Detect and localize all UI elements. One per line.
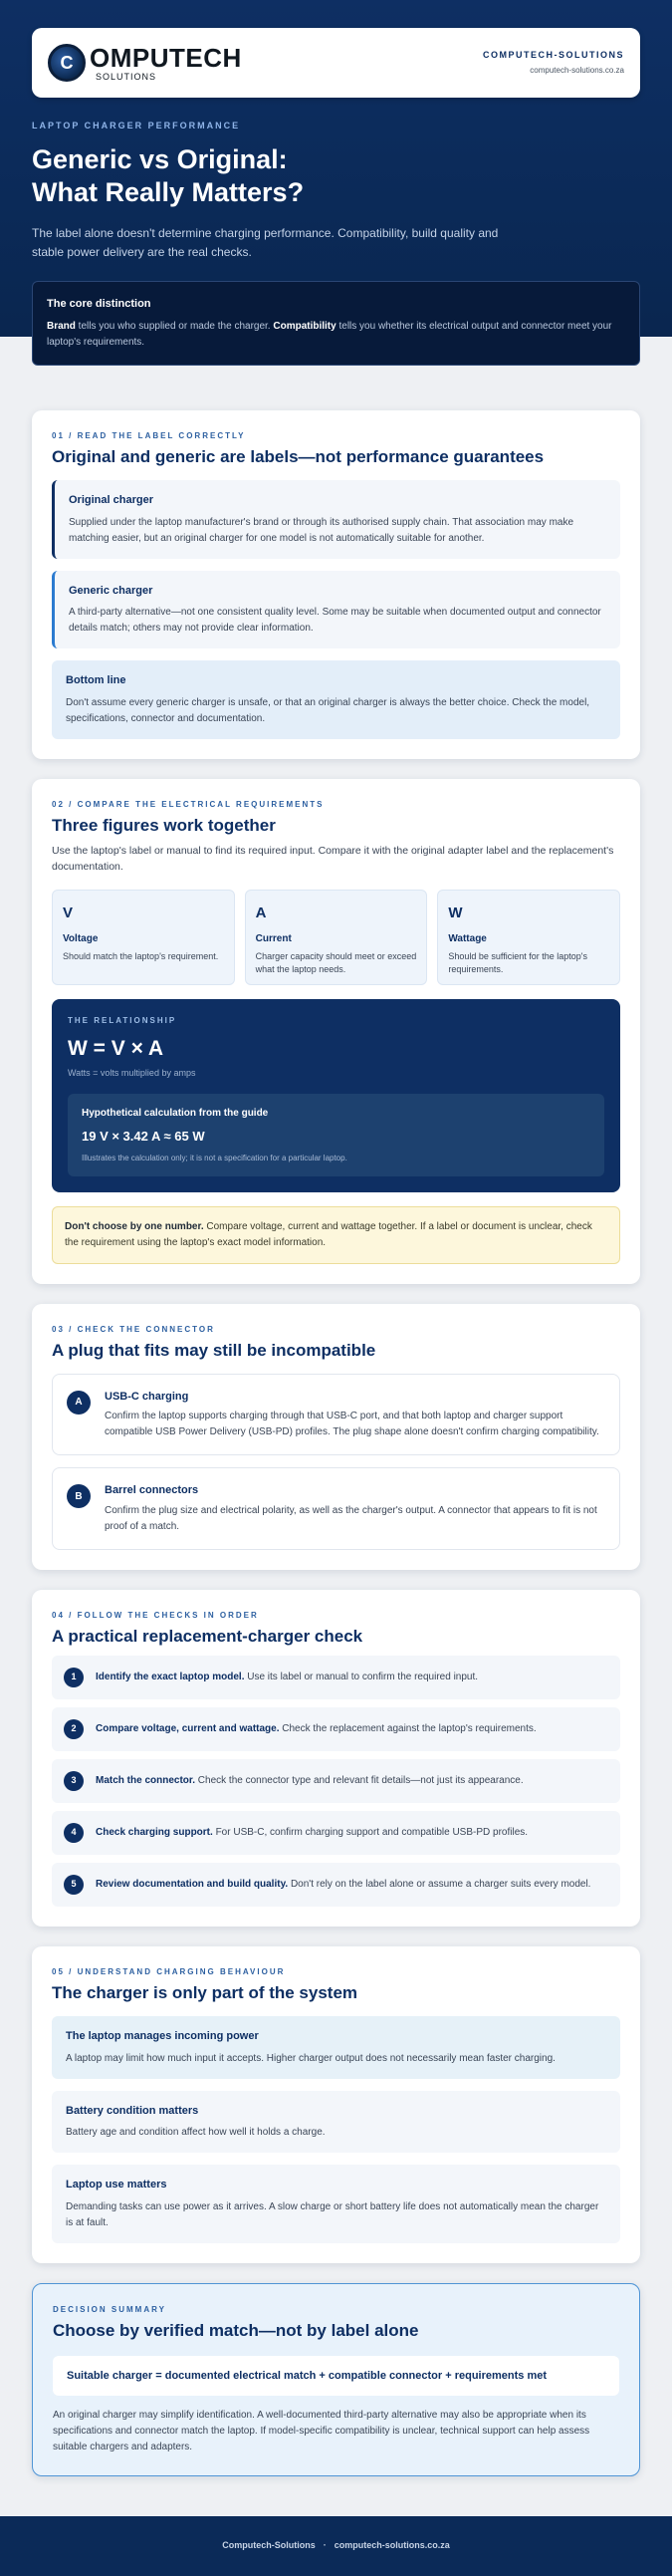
- footer-separator: ·: [323, 2540, 327, 2551]
- panel-text: Don't assume every generic charger is unsafe, or that an original charger is always the better choice. Check the model, specifications, connector and documentation.: [66, 696, 590, 724]
- hero-lead: The label alone doesn't determine charging performance. Compatibility, build quality and stable power delivery are the real checks.: [32, 226, 499, 259]
- section-title: The charger is only part of the system: [52, 1982, 358, 2002]
- panel-text: A laptop may limit how much input it accepts. Higher charger output does not necessarily mean faster charging.: [66, 2052, 556, 2064]
- step-number: 5: [64, 1875, 84, 1895]
- section-charging-behaviour: [32, 1946, 640, 2263]
- page-title-line1: Generic vs Original:: [32, 143, 288, 174]
- panel-text: A third-party alternative—not one consistent quality level. Some may be suitable when documented output and connector details match; others may not provide clear information.: [69, 607, 601, 635]
- panel-title: Laptop use matters: [66, 2179, 167, 2191]
- core-distinction-text: Brand tells you who supplied or made the charger. Compatibility tells you whether its electrical output and connector meet your laptop's requirements.: [47, 320, 612, 348]
- brand-url[interactable]: computech-solutions.co.za: [530, 66, 624, 76]
- step-text: Compare voltage, current and wattage. Check the replacement against the laptop's requirements.: [96, 1723, 537, 1735]
- section-title: A plug that fits may still be incompatible: [52, 1340, 376, 1360]
- core-distinction-title: The core distinction: [47, 298, 151, 311]
- figure-name: Voltage: [63, 932, 99, 944]
- panel-text: Battery age and condition affect how well it holds a charge.: [66, 2127, 326, 2139]
- figure-text: Should match the laptop's requirement.: [63, 950, 219, 961]
- step-number: 4: [64, 1823, 84, 1843]
- step-text: Match the connector. Check the connector type and relevant fit details—not just its appearance.: [96, 1775, 524, 1787]
- section-title: Original and generic are labels—not performance guarantees: [52, 447, 545, 466]
- relationship-box: [52, 999, 620, 1192]
- panel-text: Supplied under the laptop manufacturer's brand or through its authorised supply chain. That association may make matching easier, but an original charger for one model is not automatically suitable for another.: [69, 516, 574, 544]
- bottom-line-panel: [52, 660, 620, 739]
- section-checklist: [32, 1590, 640, 1927]
- figure-text: Charger capacity should meet or exceed what the laptop needs.: [255, 950, 417, 975]
- panel-title: The laptop manages incoming power: [66, 2030, 259, 2043]
- calculation-note: Illustrates the calculation only; it is not a specification for a particular laptop.: [82, 1153, 347, 1162]
- power-formula: W = V × A: [68, 1037, 164, 1061]
- logo-letter: C: [60, 52, 74, 73]
- section-title: A practical replacement-charger check: [52, 1626, 363, 1646]
- section-eyebrow: 04 / FOLLOW THE CHECKS IN ORDER: [52, 1610, 259, 1620]
- warning-note: Don't choose by one number. Compare voltage, current and wattage together. If a label or document is unclear, check the requirement using the laptop's exact model information.: [52, 1206, 620, 1264]
- wattage-card: [437, 890, 620, 985]
- panel-title: Bottom line: [66, 674, 126, 687]
- item-title: Barrel connectors: [105, 1484, 199, 1497]
- calculation-value: 19 V × 3.42 A ≈ 65 W: [82, 1129, 205, 1145]
- item-title: USB-C charging: [105, 1390, 189, 1403]
- page-title-line2: What Really Matters?: [32, 177, 305, 208]
- laptop-use-panel: [52, 2165, 620, 2243]
- figure-name: Wattage: [448, 932, 487, 944]
- panel-title: Battery condition matters: [66, 2104, 199, 2117]
- barrel-item: [52, 1467, 620, 1550]
- battery-condition-panel: [52, 2091, 620, 2154]
- footer: [0, 2516, 672, 2576]
- step-text: Check charging support. For USB-C, confirm charging support and compatible USB-PD profiles.: [96, 1827, 529, 1839]
- figure-name: Current: [255, 932, 292, 944]
- laptop-manages-panel: [52, 2016, 620, 2079]
- calculation-box: [68, 1094, 604, 1176]
- generic-charger-panel: [52, 571, 620, 649]
- relationship-eyebrow: THE RELATIONSHIP: [68, 1016, 177, 1026]
- section-eyebrow: 05 / UNDERSTAND CHARGING BEHAVIOUR: [52, 1966, 286, 1976]
- brand-name: COMPUTECH-SOLUTIONS: [483, 49, 624, 60]
- step-number: 3: [64, 1771, 84, 1791]
- hero: [0, 0, 672, 348]
- section-eyebrow: 03 / CHECK THE CONNECTOR: [52, 1324, 215, 1334]
- step-number: 1: [64, 1668, 84, 1687]
- voltage-symbol: V: [63, 904, 74, 922]
- wattage-symbol: W: [448, 904, 463, 922]
- section-intro: Use the laptop's label or manual to find its required input. Compare it with the original adapter label and the replacement's documentation.: [52, 844, 614, 874]
- step-text: Identify the exact laptop model. Use its label or manual to confirm the required input.: [96, 1672, 479, 1683]
- item-text: Confirm the laptop supports charging through that USB-C port, and that both laptop and charger support compatible USB Power Delivery (USB-PD) profiles. The plug shape alone doesn't confirm charging compatibility.: [105, 1411, 599, 1438]
- footer-brand[interactable]: Computech-Solutions: [222, 2540, 316, 2551]
- section-title: Three figures work together: [52, 815, 276, 835]
- panel-title: Original charger: [69, 494, 153, 507]
- step-item: [52, 1863, 620, 1907]
- current-card: [245, 890, 428, 985]
- formula-note: Watts = volts multiplied by amps: [68, 1067, 196, 1078]
- step-item: [52, 1707, 620, 1751]
- section-electrical: [32, 779, 640, 1284]
- step-number: 2: [64, 1719, 84, 1739]
- section-title: Choose by verified match—not by label alone: [53, 2320, 419, 2340]
- panel-text: Demanding tasks can use power as it arrives. A slow charge or short battery life does not automatically mean the charger is at fault.: [66, 2200, 599, 2228]
- step-item: [52, 1811, 620, 1855]
- step-item: [52, 1759, 620, 1803]
- current-symbol: A: [255, 904, 267, 922]
- decision-summary: [32, 2283, 640, 2477]
- figure-text: Should be sufficient for the laptop's requirements.: [448, 950, 587, 975]
- logo-word: OMPUTECH: [90, 42, 242, 73]
- section-label: [32, 410, 640, 759]
- main-content: [0, 337, 672, 2516]
- item-badge: A: [67, 1391, 91, 1415]
- usbc-item: [52, 1374, 620, 1456]
- decision-formula: Suitable charger = documented electrical match + compatible connector + requirements met: [53, 2356, 619, 2397]
- panel-title: Generic charger: [69, 584, 153, 597]
- section-eyebrow: 01 / READ THE LABEL CORRECTLY: [52, 431, 246, 440]
- item-badge: B: [67, 1484, 91, 1508]
- step-text: Review documentation and build quality. Don't rely on the label alone or assume a charger suits every model.: [96, 1879, 591, 1891]
- section-connector: [32, 1304, 640, 1570]
- hero-eyebrow: LAPTOP CHARGER PERFORMANCE: [32, 121, 241, 130]
- logo-subtext: SOLUTIONS: [96, 71, 157, 82]
- decision-text: An original charger may simplify identification. A well-documented third-party alternative may also be appropriate when its specifications and connector match the laptop. If model-specific compatibility is unclear, technical support can help assess suitable chargers and adapters.: [53, 2410, 590, 2453]
- item-text: Confirm the plug size and electrical polarity, as well as the charger's output. A connector that appears to fit is not proof of a match.: [105, 1504, 597, 1532]
- figures-row: [52, 890, 620, 985]
- section-eyebrow: 02 / COMPARE THE ELECTRICAL REQUIREMENTS: [52, 799, 325, 809]
- section-eyebrow: DECISION SUMMARY: [53, 2304, 166, 2314]
- logo-mark: [48, 44, 86, 82]
- logo[interactable]: [48, 44, 242, 82]
- step-item: [52, 1656, 620, 1699]
- page-title: [32, 143, 640, 211]
- calculation-title: Hypothetical calculation from the guide: [82, 1108, 269, 1120]
- voltage-card: [52, 890, 235, 985]
- brand-bar: [32, 28, 640, 98]
- original-charger-panel: [52, 480, 620, 559]
- footer-url[interactable]: computech-solutions.co.za: [334, 2540, 450, 2551]
